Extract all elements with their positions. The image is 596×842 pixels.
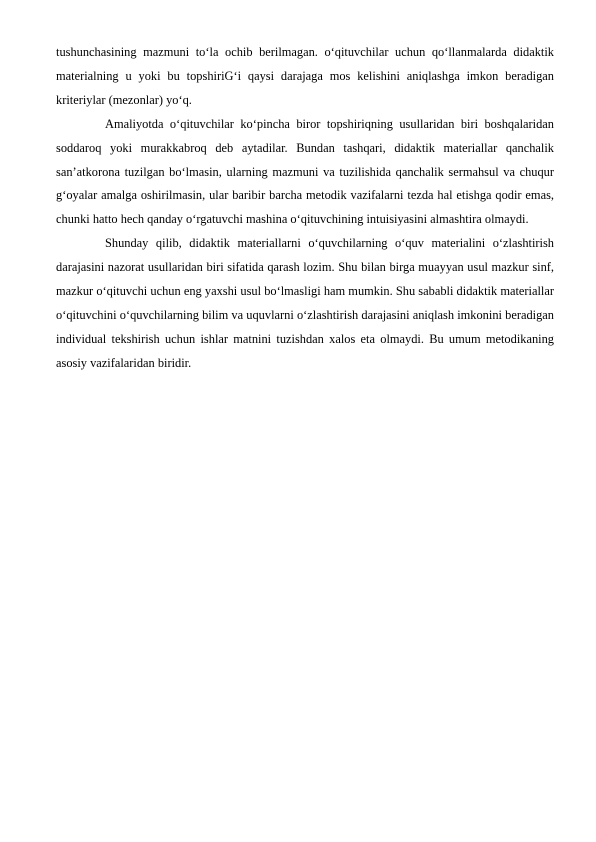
- paragraph-conclusion: Shunday qilib, didaktik materiallarni o‘quvchilarning o‘quv materialini o‘zlashtirish darajasini nazorat usullaridan biri sifatida qarash lozim. Shu bilan birga muayyan usul mazkur sinf, mazkur o‘qituvchi uchun eng yaxshi usul bo‘lmasligi ham mumkin. Shu sababli didaktik materiallar o‘qituvchini o‘quvchilarning bilim va uquvlarni o‘zlashtirish darajasini aniqlash imkonini beradigan individual tekshirish uchun ishlar matnini tuzishdan xalos eta olmaydi. Bu umum metodikaning asosiy vazifalaridan biridir.: [56, 236, 554, 370]
- body-text: [56, 41, 554, 376]
- paragraph-practice: Amaliyotda o‘qituvchilar ko‘pincha biror topshiriqning usullaridan biri boshqalaridan soddaroq yoki murakkabroq deb aytadilar. Bundan tashqari, didaktik materiallar qanchalik san’atkorona tuzilgan bo‘lmasin, ularning mazmuni va tuzilishida qanchalik sermahsul va chuqur g‘oyalar amalga oshirilmasin, ular baribir barcha metodik vazifalarni tezda hal etishga qodir emas, chunki hatto hech qanday o‘rgatuvchi mashina o‘qituvchining intuisiyasini almashtira olmaydi.: [56, 116, 554, 227]
- paragraph-continuation: tushunchasining mazmuni to‘la ochib berilmagan. o‘qituvchilar uchun qo‘llanmalarda didaktik materialning u yoki bu topshiriG‘i qaysi darajaga mos kelishini aniqlashga imkon beradigan kriteriylar (mezonlar) yo‘q.: [56, 45, 554, 107]
